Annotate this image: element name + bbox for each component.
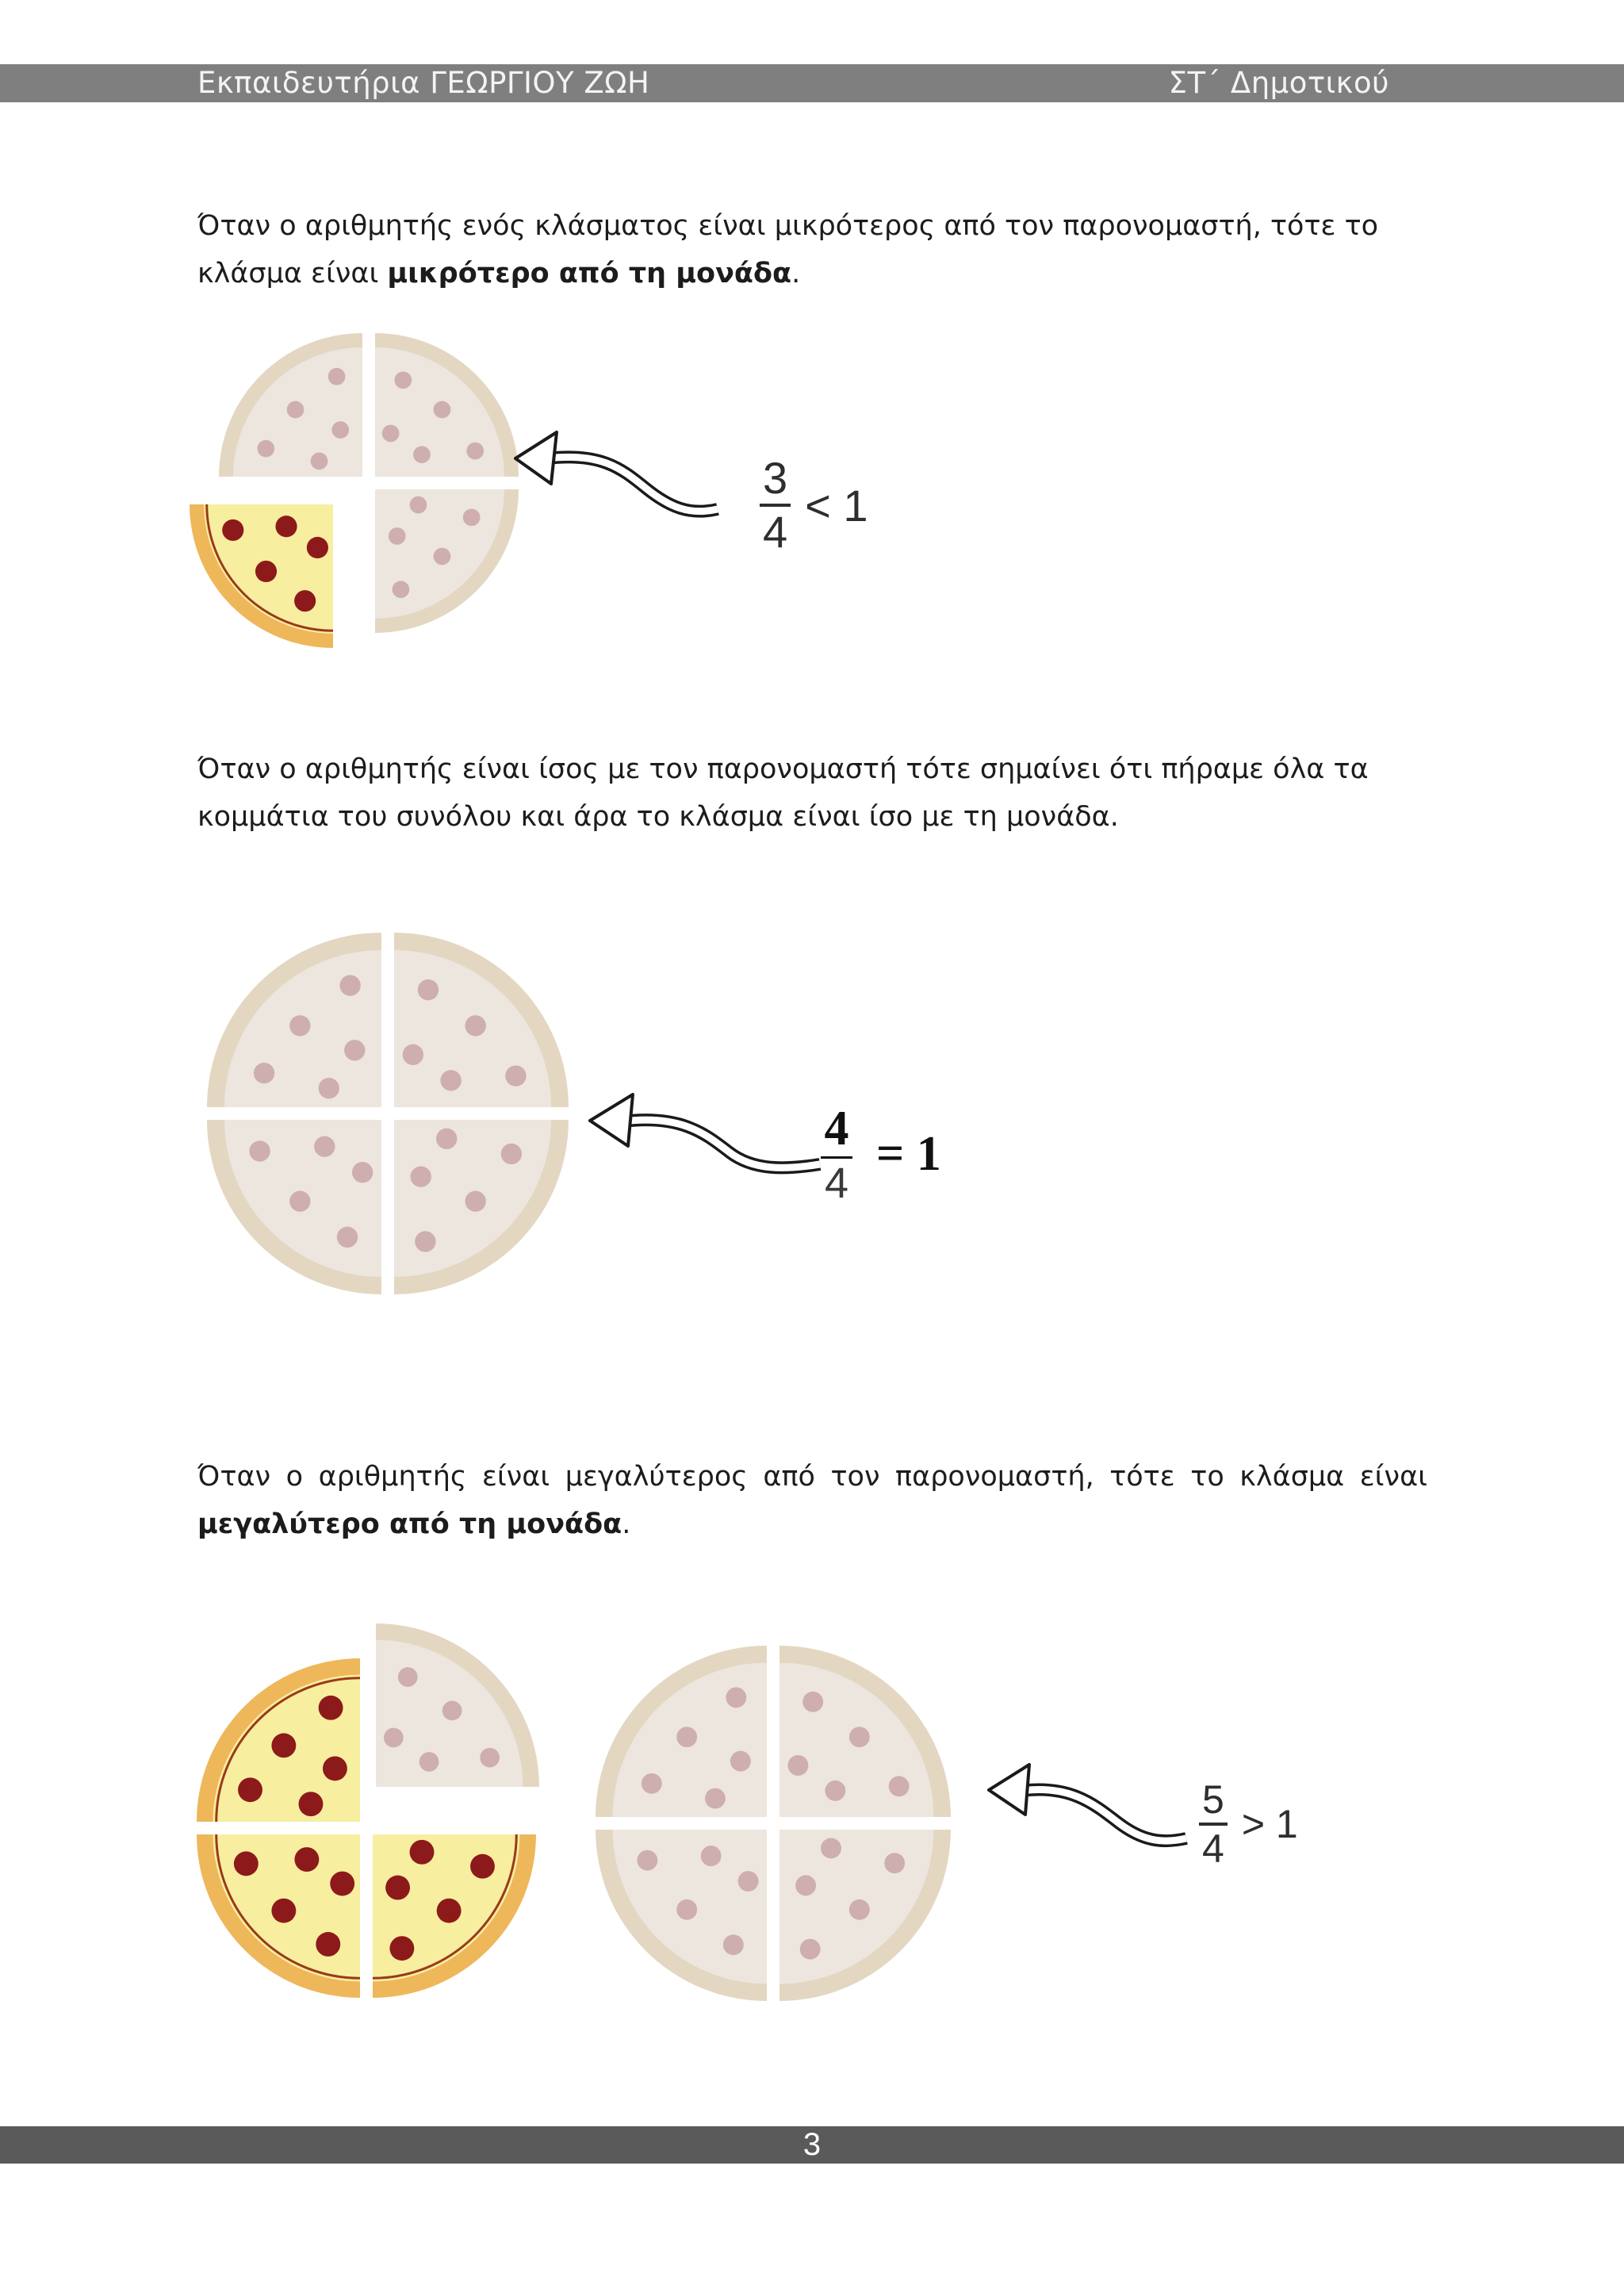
topping-dot (442, 1701, 462, 1721)
topping-dot (849, 1899, 870, 1920)
topping-dot (465, 1015, 485, 1036)
topping-dot (398, 1667, 418, 1687)
topping-dot (337, 1227, 358, 1248)
topping-dot (802, 1692, 823, 1712)
paragraph-equal-to-one (197, 746, 1427, 841)
topping-dot (849, 1727, 870, 1747)
paragraph-text-end: . (791, 258, 801, 289)
topping-dot (257, 440, 274, 458)
topping-dot (352, 1162, 373, 1182)
fraction-denominator: 4 (1202, 1826, 1224, 1871)
fraction-relation: = 1 (876, 1127, 941, 1181)
topping-dot (436, 1129, 457, 1149)
fraction-numerator: 3 (763, 453, 788, 503)
topping-dot (726, 1687, 746, 1708)
pizza-slice-plain (207, 933, 381, 1107)
paragraph-less-than-one (197, 202, 1427, 297)
topping-dot (382, 425, 400, 443)
topping-dot (434, 548, 451, 565)
topping-dot (393, 581, 410, 598)
pizza-icon (207, 933, 569, 1294)
topping-dot (271, 1733, 296, 1757)
topping-dot (384, 1728, 404, 1748)
paragraph-text: Όταν ο αριθμητής είναι μεγαλύτερος από τον παρονομαστή, τότε το κλάσμα είναι (197, 1461, 1427, 1493)
topping-dot (637, 1850, 657, 1871)
topping-dot (505, 1065, 526, 1086)
topping-dot (314, 1137, 335, 1157)
topping-dot (319, 1078, 339, 1098)
topping-dot (307, 537, 328, 558)
pizza-slice-plain (219, 333, 362, 477)
topping-dot (465, 1190, 485, 1211)
topping-dot (389, 1936, 414, 1961)
topping-dot (884, 1853, 905, 1873)
topping-dot (437, 1899, 462, 1923)
pizza-slice-pepperoni (197, 1658, 360, 1822)
topping-dot (339, 975, 360, 995)
pizza-slice-pepperoni (197, 1834, 360, 1998)
topping-dot (328, 368, 346, 385)
topping-dot (415, 1231, 435, 1251)
topping-dot (466, 443, 484, 460)
topping-dot (323, 1756, 347, 1780)
pizza-slice-plain (375, 333, 519, 477)
topping-dot (821, 1838, 841, 1858)
pizza-slice-plain (779, 1646, 951, 1817)
topping-dot (287, 401, 304, 419)
paragraph-text-end: . (622, 1508, 631, 1540)
curved-arrow-icon (515, 432, 718, 512)
topping-dot (344, 1040, 365, 1060)
topping-dot (730, 1751, 751, 1772)
paragraph-bold-text: μεγαλύτερο από τη μονάδα (197, 1508, 622, 1540)
fraction-four-quarters (821, 1104, 941, 1205)
fraction-denominator: 4 (763, 507, 788, 557)
page-header (0, 64, 1624, 102)
topping-dot (411, 1166, 431, 1186)
topping-dot (389, 527, 406, 545)
topping-dot (795, 1875, 816, 1895)
fraction-three-quarters (760, 453, 868, 557)
fraction-bar (1199, 1823, 1228, 1826)
curved-arrow-icon (590, 1094, 820, 1167)
topping-dot (316, 1932, 340, 1957)
topping-dot (249, 1140, 270, 1161)
figure-four-quarters (198, 928, 872, 1309)
curved-arrow-icon (989, 1765, 1186, 1841)
fraction-numerator: 5 (1202, 1777, 1224, 1822)
fraction-denominator: 4 (824, 1159, 849, 1207)
topping-dot (410, 496, 427, 514)
topping-dot (434, 401, 451, 419)
topping-dot (289, 1015, 310, 1036)
topping-dot (787, 1755, 808, 1776)
topping-dot (642, 1773, 662, 1794)
topping-dot (419, 1752, 439, 1772)
paragraph-bold-text: μικρότερο από τη μονάδα (387, 258, 792, 289)
paragraph-text: Όταν ο αριθμητής ενός κλάσματος είναι μικρότερος από τον παρονομαστή, τότε το κλάσμα είναι (197, 210, 1379, 289)
pizza-slice-pepperoni (190, 504, 333, 648)
pizza-slice-plain (375, 489, 519, 633)
pizza-slice-plain (207, 1120, 381, 1294)
topping-dot (705, 1788, 726, 1809)
paragraph-greater-than-one (197, 1453, 1427, 1548)
topping-dot (238, 1777, 262, 1802)
topping-dot (394, 371, 412, 389)
pizza-icon (190, 333, 519, 648)
fraction-five-quarters (1199, 1777, 1298, 1871)
topping-dot (254, 1063, 274, 1083)
header-school-name: Εκπαιδευτήρια ΓΕΩΡΓΙΟΥ ΖΩΗ (197, 66, 650, 100)
topping-dot (800, 1939, 821, 1960)
fraction-relation: < 1 (805, 480, 868, 531)
topping-dot (418, 979, 439, 1000)
topping-dot (676, 1727, 697, 1747)
topping-dot (889, 1776, 910, 1796)
topping-dot (311, 453, 328, 470)
pizza-slice-pepperoni (373, 1834, 536, 1998)
topping-dot (275, 516, 297, 537)
topping-dot (255, 561, 277, 582)
topping-dot (385, 1876, 410, 1900)
pizza-slice-plain (394, 933, 569, 1107)
fraction-relation: > 1 (1241, 1802, 1298, 1846)
topping-dot (289, 1190, 310, 1211)
page-number: 3 (802, 2127, 822, 2162)
topping-dot (294, 590, 316, 611)
topping-dot (440, 1070, 461, 1091)
topping-dot (723, 1934, 744, 1955)
pizza-slice-plain (596, 1646, 767, 1817)
topping-dot (299, 1792, 324, 1816)
topping-dot (676, 1899, 697, 1920)
topping-dot (330, 1872, 354, 1896)
topping-dot (234, 1851, 259, 1876)
topping-dot (501, 1144, 522, 1164)
topping-dot (271, 1899, 296, 1923)
fraction-numerator: 4 (824, 1102, 849, 1156)
topping-dot (825, 1780, 845, 1801)
topping-dot (331, 421, 349, 439)
topping-dot (738, 1871, 759, 1892)
topping-dot (480, 1748, 500, 1768)
topping-dot (319, 1696, 343, 1720)
topping-dot (410, 1840, 435, 1865)
topping-dot (463, 508, 481, 526)
paragraph-text: Όταν ο αριθμητής είναι ίσος με τον παρονομαστή τότε σημαίνει ότι πήραμε όλα τα κομμάτια του συνόλου και άρα το κλάσμα είναι ίσο με τη μονάδα. (197, 753, 1369, 833)
topping-dot (294, 1847, 319, 1872)
fraction-bar (821, 1156, 852, 1159)
topping-dot (470, 1854, 495, 1879)
topping-dot (701, 1846, 722, 1866)
pizza-slice-plain (394, 1120, 569, 1294)
page-footer (0, 2126, 1624, 2164)
pizza-slice-plain (596, 1830, 767, 2001)
topping-dot (222, 519, 243, 541)
header-grade: ΣΤ΄ Δημοτικού (1168, 66, 1389, 100)
pizza-slice-plain (779, 1830, 951, 2001)
pizza-slice-plain (376, 1623, 539, 1787)
topping-dot (413, 446, 431, 463)
topping-dot (403, 1045, 423, 1065)
pizza-icon (197, 1623, 951, 2001)
